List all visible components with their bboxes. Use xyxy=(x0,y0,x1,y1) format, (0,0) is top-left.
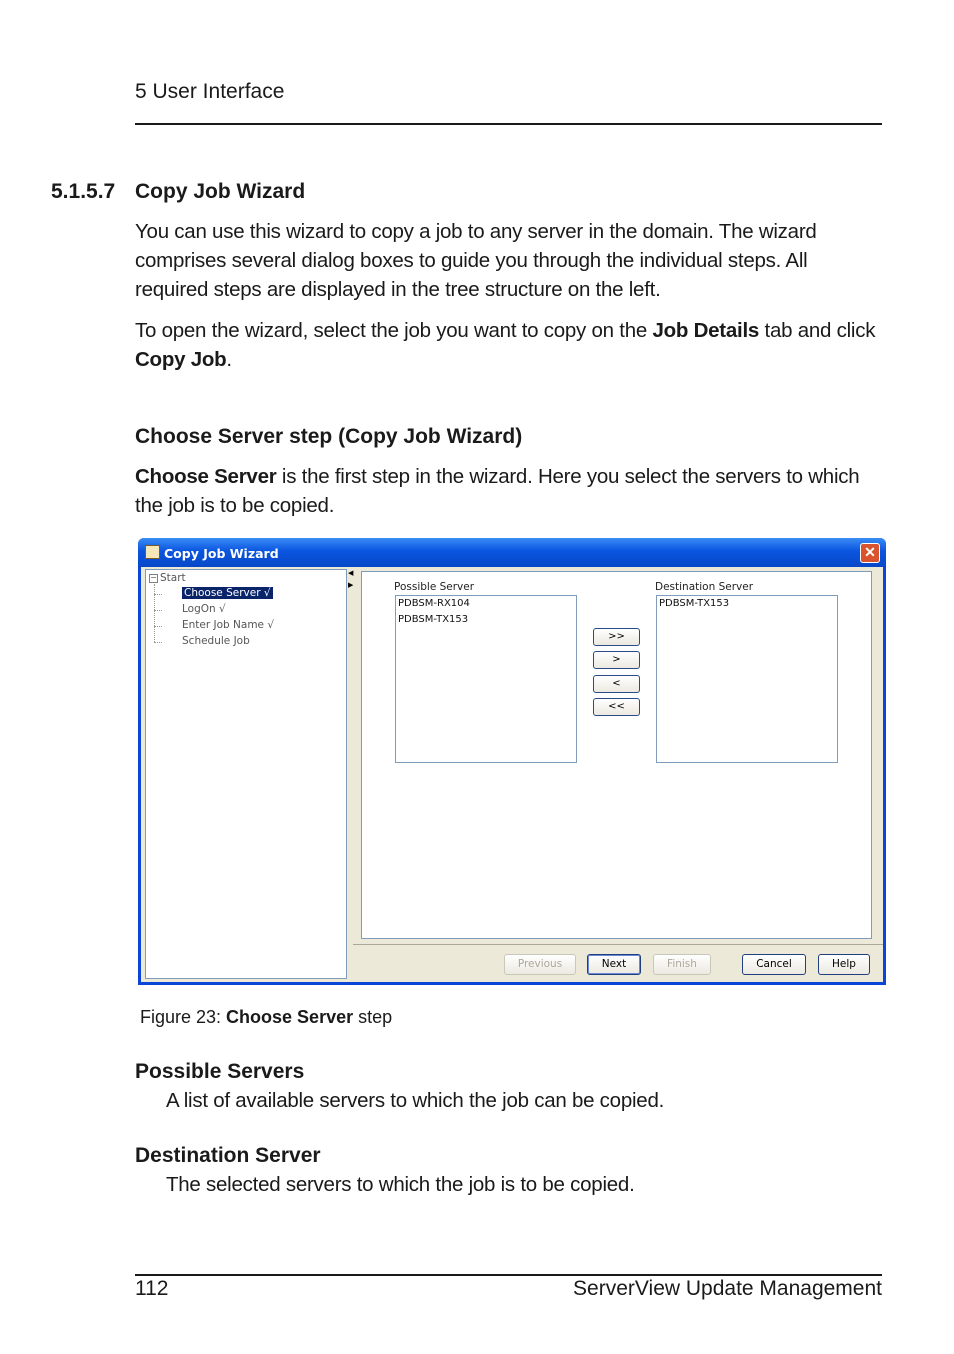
add-button[interactable]: > xyxy=(593,651,640,669)
possible-server-list[interactable] xyxy=(395,595,577,763)
tree-item-label: LogOn √ xyxy=(182,603,226,615)
chapter-header: 5 User Interface xyxy=(135,80,285,103)
choose-server-panel xyxy=(361,571,872,939)
wizard-client xyxy=(141,567,883,982)
footer-rule xyxy=(135,1274,882,1276)
remove-button[interactable]: < xyxy=(593,675,640,693)
desc-possible-servers: A list of available servers to which the job can be copied. xyxy=(166,1089,665,1112)
remove-all-button[interactable]: << xyxy=(593,698,640,716)
splitter-handle[interactable] xyxy=(347,567,353,982)
list-item[interactable]: PDBSM-TX153 xyxy=(398,614,469,625)
help-button[interactable]: Help xyxy=(818,954,870,975)
intro-paragraph: You can use this wizard to copy a job to any server in the domain. The wizard comprises several dialog boxes to guide you through the individual steps. All required steps are displayed in the tree structure on the left. xyxy=(135,220,817,301)
wizard-titlebar xyxy=(138,538,886,567)
tree-item-schedule-job[interactable] xyxy=(182,635,250,647)
subsection-paragraph: Choose Server is the first step in the wizard. Here you select the servers to which the job is to be copied. xyxy=(135,465,860,517)
copy-job-wizard-window xyxy=(138,538,886,985)
button-bar-divider xyxy=(353,944,883,945)
list-item[interactable]: PDBSM-TX153 xyxy=(659,598,730,609)
tree-branch xyxy=(154,610,162,611)
possible-server-label: Possible Server xyxy=(394,581,475,593)
subsection-title: Choose Server step (Copy Job Wizard) xyxy=(135,425,523,448)
splitter-left-arrow-icon[interactable]: ◀ xyxy=(348,570,354,577)
tree-item-logon[interactable] xyxy=(182,603,226,615)
app-icon xyxy=(145,545,160,559)
tree-item-choose-server[interactable] xyxy=(182,587,273,599)
splitter-right-arrow-icon[interactable]: ▶ xyxy=(348,582,354,589)
section-number: 5.1.5.7 xyxy=(51,180,116,203)
header-rule xyxy=(135,123,882,125)
tree-branch xyxy=(154,642,162,643)
wizard-title: Copy Job Wizard xyxy=(164,546,279,561)
collapse-icon[interactable]: − xyxy=(150,572,157,582)
list-item[interactable]: PDBSM-RX104 xyxy=(398,598,470,609)
term-possible-servers: Possible Servers xyxy=(135,1060,305,1083)
close-button[interactable]: ✕ xyxy=(860,543,880,563)
tree-branch xyxy=(154,626,162,627)
term-destination-server: Destination Server xyxy=(135,1144,321,1167)
tree-root-label: Start xyxy=(160,572,186,584)
step-tree xyxy=(145,569,347,979)
tree-root[interactable] xyxy=(149,572,186,584)
destination-server-list[interactable] xyxy=(656,595,838,763)
desc-destination-server: The selected servers to which the job is to be copied. xyxy=(166,1173,635,1196)
tree-branch xyxy=(154,594,162,595)
tree-item-enter-job-name[interactable] xyxy=(182,619,274,631)
figure-caption: Figure 23: Choose Server step xyxy=(140,1007,393,1027)
finish-button[interactable]: Finish xyxy=(653,954,711,975)
tree-connector xyxy=(154,584,155,642)
tree-item-label: Schedule Job xyxy=(182,635,250,647)
cancel-button[interactable]: Cancel xyxy=(742,954,806,975)
product-name: ServerView Update Management xyxy=(573,1277,882,1300)
section-title: Copy Job Wizard xyxy=(135,180,306,203)
previous-button[interactable]: Previous xyxy=(504,954,576,975)
next-button[interactable]: Next xyxy=(587,954,641,975)
page-number: 112 xyxy=(135,1277,169,1300)
open-instructions: To open the wizard, select the job you want to copy on the Job Details tab and click Copy Job. xyxy=(135,319,876,371)
add-all-button[interactable]: >> xyxy=(593,628,640,646)
tree-item-label: Enter Job Name √ xyxy=(182,619,275,631)
destination-server-label: Destination Server xyxy=(655,581,754,593)
tree-item-label: Choose Server √ xyxy=(184,587,271,599)
